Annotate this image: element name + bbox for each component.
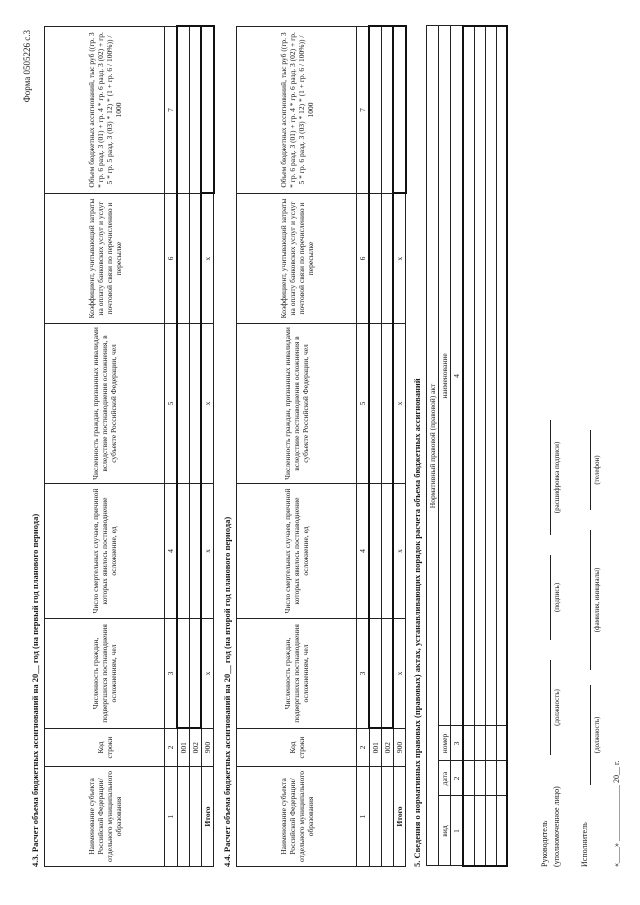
total-cell: x [393,619,406,729]
table-row [485,26,496,866]
group-header: Нормативный правовой (правовой) акт [427,26,439,866]
col-num: 4 [165,484,178,619]
executor-fio-caption: (фамилия, инициалы) [593,567,601,633]
executor-position-caption: (должность) [593,716,601,754]
total-cell: x [393,194,406,324]
header-cell: Коэффициент, учитывающий затраты на оплату банковских услуг и услуг почтовой связи по перечислению и пересылке [45,194,165,324]
table-row [177,27,189,867]
total-cell: x [201,484,214,619]
header-cell: Наименование субъекта Российской Федерации/отдельного муниципального образования [237,767,357,867]
table-row [189,27,201,867]
col-num: 4 [451,26,464,726]
date-line: «____» ______________ 20__ г. [612,760,621,867]
section-5-title: 5. Сведения о нормативных правовых (правовых) актах, устанавливающих порядок расчета объема бюджетных ассигнований [412,378,422,867]
total-cell: x [393,484,406,619]
row-code: 001 [369,729,381,767]
header-cell: Численность граждан, подвергшихся постнаводнения осложнениям, чел [237,619,357,729]
col-num: 6 [357,194,370,324]
header-cell: Число смертельных случаев, причиной которых явилось постнаводнение осложнение, ед [237,484,357,619]
executor-phone-caption: (телефон) [593,455,601,485]
col-num: 1 [165,767,178,867]
header-cell: Численность граждан, признанных инвалидами вследствие постнаводнения осложнения в субъекте Российской Федерации, чел [237,324,357,484]
col-num: 4 [357,484,370,619]
col-num: 7 [357,27,370,194]
column-number-row [451,26,464,866]
total-label: Итого [393,767,406,867]
col-num: 1 [357,767,370,867]
col-num: 3 [165,619,178,729]
row-code: 002 [189,729,201,767]
head-sub-label: (уполномоченное лицо) [552,786,561,867]
total-code: 900 [201,729,214,767]
total-label: Итого [201,767,214,867]
table-row [474,26,485,866]
col-num: 2 [451,761,464,796]
form-code: Форма 0505226 с.3 [22,30,32,103]
executor-label: Исполнитель [580,822,589,867]
col-num: 1 [451,796,464,866]
column-number-row [357,27,370,867]
total-cell: x [201,619,214,729]
header-cell: наименование [439,26,451,726]
table-header-row [45,27,165,867]
total-value [201,27,214,194]
section-5-table [426,25,508,867]
row-code: 001 [177,729,189,767]
total-cell: x [201,324,214,484]
head-position-line [550,660,551,755]
header-cell: Коэффициент, учитывающий затраты на оплату банковских услуг и услуг почтовой связи по перечислению и пересылке [237,194,357,324]
header-cell: Код строки [45,729,165,767]
section-4-3-table [44,26,215,868]
col-num: 3 [357,619,370,729]
executor-position-line [590,685,591,785]
header-cell: Число смертельных случаев, причиной которых явилось постнаводнение осложнение, ед [45,484,165,619]
section-4-4-table [236,26,407,868]
section-4-4-title: 4.4. Расчет объема бюджетных ассигнований на 20__ год (на второй год планового периода) [222,516,232,867]
col-num: 5 [165,324,178,484]
table-header-row [439,26,451,866]
executor-fio-line [590,530,591,670]
executor-phone-line [590,430,591,510]
header-cell: Численность граждан, признанных инвалидами вследствие постнаводнения осложнения, в субъекте Российской Федерации, чел [45,324,165,484]
head-signature-line [550,555,551,640]
table-row [496,26,507,866]
table-row [463,26,474,866]
column-number-row [165,27,178,867]
header-cell: Объем бюджетных ассигнований, тыс руб ((гр. 3 * гр. 6 разд. 3 (01) + гр. 4 * гр. 6 разд. 3 (02) + гр. 5 * гр. 5 разд. 3 (03) * 12) * (1 + гр. 6 / 100%)) / 1000 [45,27,165,194]
head-position-caption: (должность) [553,689,561,726]
header-cell: Наименование субъекта Российской Федерации/отдельного муниципального образования [45,767,165,867]
table-header-row [237,27,357,867]
header-cell: вид [439,796,451,866]
header-cell: дата [439,761,451,796]
total-code: 900 [393,729,406,767]
head-signature-caption: (подпись) [553,582,561,613]
header-cell: Объем бюджетных ассигнований, тыс руб ((гр. 3 * гр. 6 разд. 3 (01) + гр. 4 * гр. 6 разд. 3 (02) + гр. 5 * гр. 6 разд. 3 (03) * 12) * (1 + гр. 6 / 100%)) / 1000 [237,27,357,194]
table-row [381,27,393,867]
header-cell: номер [439,726,451,761]
col-num: 3 [451,726,464,761]
total-row [201,27,214,867]
col-num: 2 [165,729,178,767]
col-num: 7 [165,27,178,194]
header-cell: Численность граждан, подвергшихся постнаводнения осложнениям, чел [45,619,165,729]
section-4-3-title: 4.3. Расчет объема бюджетных ассигнований на 20__ год (на первый год планового периода) [30,513,40,867]
total-cell: x [393,324,406,484]
header-cell: Код строки [237,729,357,767]
total-cell: x [201,194,214,324]
col-num: 6 [165,194,178,324]
total-value [393,27,406,194]
col-num: 5 [357,324,370,484]
head-label: Руководитель [540,820,549,867]
row-code: 002 [381,729,393,767]
col-num: 2 [357,729,370,767]
table-group-header-row [427,26,439,866]
table-row [369,27,381,867]
total-row [393,27,406,867]
head-decoding-caption: (расшифровка подписи) [553,441,561,514]
head-decoding-line [550,420,551,535]
